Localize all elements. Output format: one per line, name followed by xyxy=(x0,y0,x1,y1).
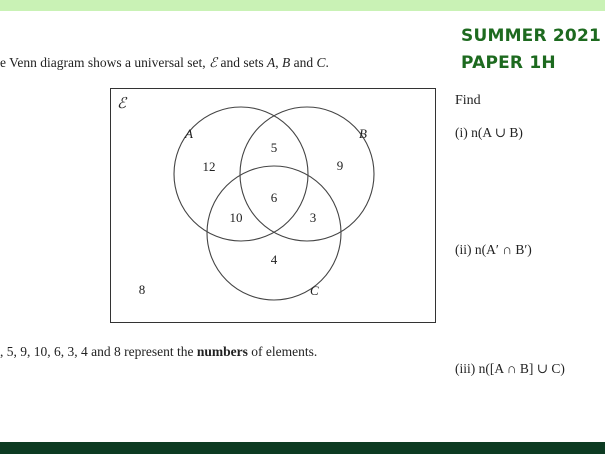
region-a-and-b-only: 5 xyxy=(270,140,278,155)
question-iii: (iii) n([A ∩ B] ∪ C) xyxy=(455,361,565,376)
region-a-b-c: 6 xyxy=(270,190,278,205)
set-c-label: C xyxy=(310,283,319,298)
universal-set-label: ℰ xyxy=(117,96,127,112)
region-b-and-c-only: 3 xyxy=(309,210,317,225)
top-banner xyxy=(0,0,605,11)
set-c-circle xyxy=(207,166,341,300)
region-a-and-c-only: 10 xyxy=(229,210,243,225)
intro-text: e Venn diagram shows a universal set, ℰ and sets A, B and C. xyxy=(0,55,329,70)
note-text: , 5, 9, 10, 6, 3, 4 and 8 represent the numbers of elements. xyxy=(0,344,318,359)
exam-paper-title: PAPER 1H xyxy=(461,53,556,73)
set-a-label: A xyxy=(185,126,193,141)
venn-svg xyxy=(111,89,437,324)
question-ii: (ii) n(A′ ∩ B′) xyxy=(455,242,532,257)
region-b-only: 9 xyxy=(336,158,344,173)
set-b-circle xyxy=(240,107,374,241)
bottom-banner xyxy=(0,442,605,454)
find-heading: Find xyxy=(455,93,481,108)
region-outside: 8 xyxy=(138,282,146,297)
region-a-only: 12 xyxy=(202,159,216,174)
venn-diagram xyxy=(110,88,436,323)
question-i: (i) n(A ∪ B) xyxy=(455,125,523,140)
region-c-only: 4 xyxy=(270,252,278,267)
set-b-label: B xyxy=(359,126,367,141)
exam-session-title: SUMMER 2021 xyxy=(461,26,602,46)
